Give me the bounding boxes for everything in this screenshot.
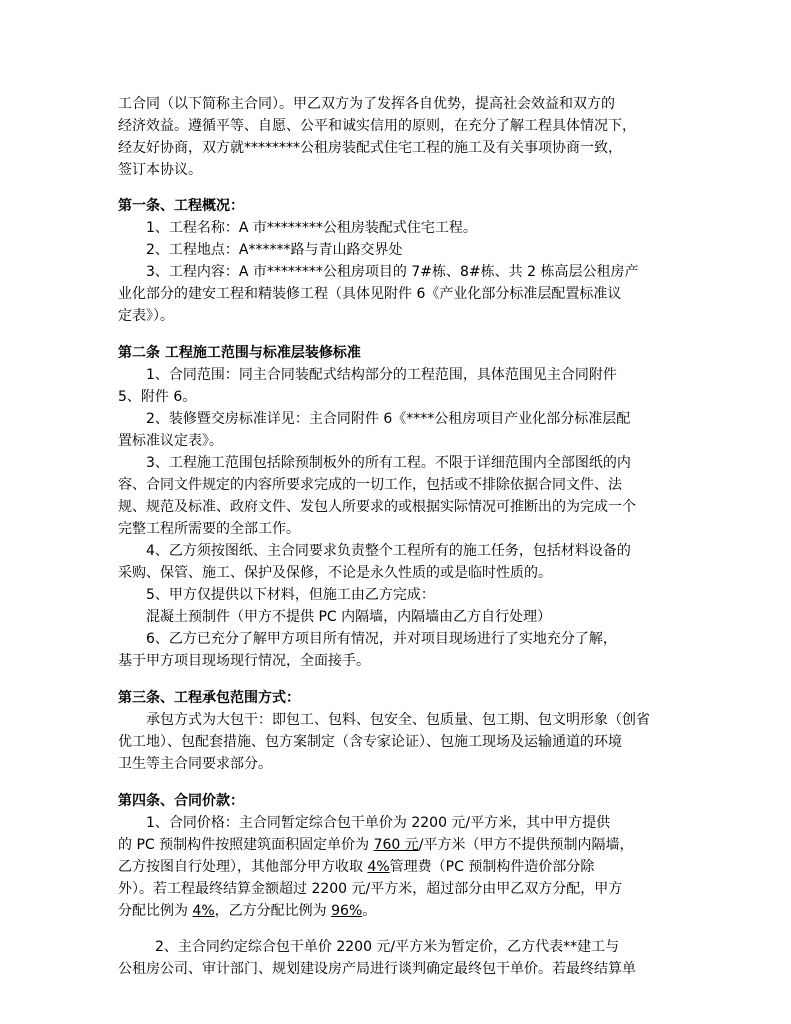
intro-line-3: 经友好协商，双方就********公租房装配式住宅工程的施工及有关事项协商一致， [118, 140, 622, 156]
text-run: 。 [362, 903, 377, 919]
article-3-line-3: 卫生等主合同要求部分。 [118, 756, 272, 772]
article-2-item-1-line-1: 1、合同范围：同主合同装配式结构部分的工程范围，具体范围见主合同附件 [146, 367, 617, 383]
intro-line-1: 工合同（以下简称主合同）。甲乙双方为了发挥各自优势，提高社会效益和双方的 [118, 96, 615, 112]
article-1-item-3-line-1: 3、工程内容：A 市********公租房项目的 7#栋、8#栋、共 2 栋高层公租房产 [146, 264, 639, 280]
article-4-para-2-line-2: 公租房公司、审计部门、规划建设房产局进行谈判确定最终包干单价。若最终结算单 [118, 961, 636, 977]
article-2-item-4-line-1: 4、乙方须按图纸、主合同要求负责整个工程所有的施工任务，包括材料设备的 [146, 543, 631, 559]
article-4-para-1-line-1: 1、合同价格：主合同暂定综合包干单价为 2200 元/平方米，其中甲方提供 [146, 815, 611, 831]
article-2-item-4-line-2: 采购、保管、施工、保护及保修，不论是永久性质的或是临时性质的。 [118, 565, 552, 581]
article-2-item-3-line-4: 完整工程所需要的全部工作。 [118, 521, 300, 537]
management-fee-rate: 4% [367, 859, 390, 875]
intro-line-4: 签订本协议。 [118, 162, 202, 178]
article-4-para-1-line-5 [118, 902, 376, 920]
article-4-heading: 第四条、合同价款： [118, 793, 244, 809]
text-run: 的 PC 预制构件按照建筑面积固定单价为 [118, 837, 374, 853]
article-2-item-3-line-2: 容、合同文件规定的内容所要求完成的一切工作，包括或不排除依据合同文件、法 [118, 477, 622, 493]
article-2-item-5-line-1: 5、甲方仅提供以下材料，但施工由乙方完成： [146, 587, 435, 603]
party-a-share: 4% [192, 903, 215, 919]
pc-unit-price: 760 元 [373, 837, 419, 853]
text-run: ，乙方分配比例为 [214, 903, 332, 919]
article-2-item-2-line-2: 置标准议定表》。 [118, 433, 223, 449]
text-run: 分配比例为 [118, 903, 193, 919]
article-4-para-1-line-4: 外）。若工程最终结算金额超过 2200 元/平方米，超过部分由甲乙双方分配，甲方 [118, 881, 623, 897]
article-2-item-2-line-1: 2、装修暨交房标准详见：主合同附件 6《****公租房项目产业化部分标准层配 [146, 411, 631, 427]
text-run: 乙方按图自行处理），其他部分甲方收取 [118, 859, 368, 875]
article-4-para-1-line-2 [118, 836, 633, 854]
article-2-item-5-line-2: 混凝土预制件（甲方不提供 PC 内隔墙，内隔墙由乙方自行处理） [146, 609, 552, 625]
article-2-heading: 第二条 工程施工范围与标准层装修标准 [118, 345, 361, 361]
article-4-para-2-line-1: 2、主合同约定综合包干单价 2200 元/平方米为暂定价，乙方代表**建工与 [155, 939, 620, 955]
article-1-item-3-line-2: 业化部分的建安工程和精装修工程（具体见附件 6《产业化部分标准层配置标准议 [118, 286, 622, 302]
article-3-line-2: 优工地）、包配套措施、包方案制定（含专家论证）、包施工现场及运输通道的环境 [118, 734, 622, 750]
article-1-item-1: 1、工程名称：A 市********公租房装配式住宅工程。 [146, 220, 477, 236]
article-3-heading: 第三条、工程承包范围方式： [118, 690, 300, 706]
article-1-item-3-line-3: 定表》）。 [118, 308, 174, 324]
text-run: 管理费（PC 预制构件造价部分除 [389, 859, 595, 875]
article-4-para-1-line-3 [118, 858, 594, 876]
article-1-item-2: 2、工程地点：A******路与青山路交界处 [146, 242, 403, 258]
text-run: /平方米（甲方不提供预制内隔墙， [418, 837, 634, 853]
article-3-line-1: 承包方式为大包干：即包工、包料、包安全、包质量、包工期、包文明形象（创省 [146, 712, 650, 728]
article-2-item-6-line-1: 6、乙方已充分了解甲方项目所有情况，并对项目现场进行了实地充分了解， [146, 631, 617, 647]
party-b-share: 96% [331, 903, 363, 919]
article-2-item-6-line-2: 基于甲方项目现场现行情况，全面接手。 [118, 653, 370, 669]
article-2-item-1-line-2: 5、附件 6。 [118, 389, 197, 405]
article-1-heading: 第一条、工程概况： [118, 198, 244, 214]
article-2-item-3-line-1: 3、工程施工范围包括除预制板外的所有工程。不限于详细范围内全部图纸的内 [146, 455, 631, 471]
intro-line-2: 经济效益。遵循平等、自愿、公平和诚实信用的原则，在充分了解工程具体情况下， [118, 118, 636, 134]
article-2-item-3-line-3: 规、规范及标准、政府文件、发包人所要求的或根据实际情况可推断出的为完成一个 [118, 499, 636, 515]
